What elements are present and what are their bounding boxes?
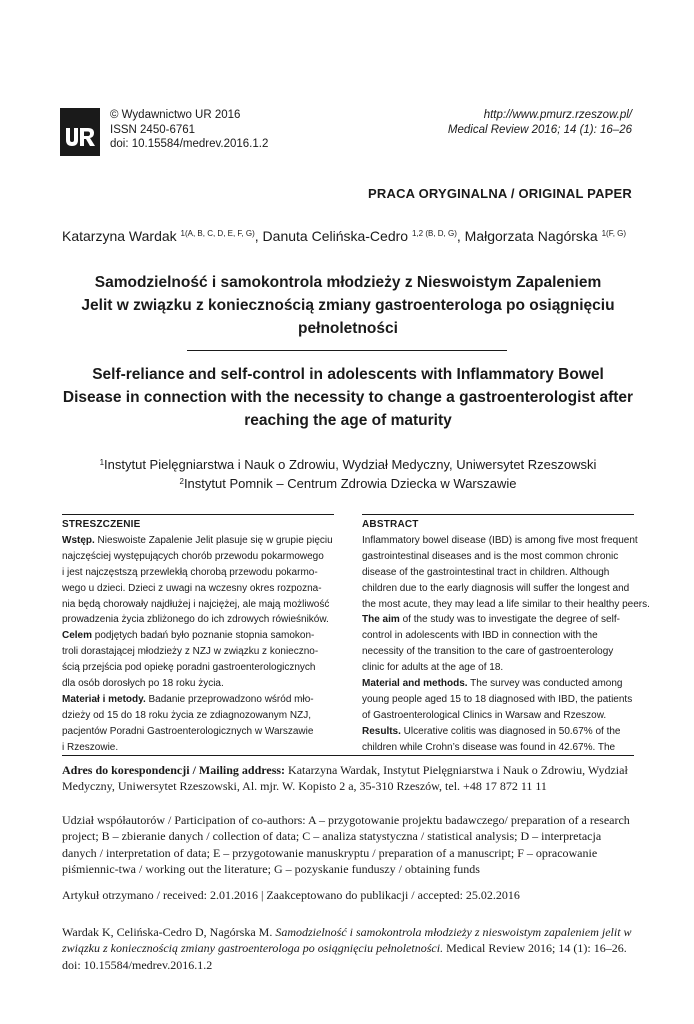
text-line	[362, 724, 634, 740]
text-line	[62, 708, 334, 724]
abstract-heading: ABSTRACT	[362, 514, 634, 533]
author-name: Katarzyna Wardak	[62, 228, 177, 244]
affiliation-mark: 2	[179, 477, 184, 486]
line-text: clinic for adults at the age of 18.	[362, 662, 504, 674]
text-line	[362, 597, 650, 613]
text-line	[62, 549, 334, 565]
correspondence-label: Adres do korespondencji / Mailing address:	[62, 763, 286, 777]
line-text: Inflammatory bowel disease (IBD) is among five most frequent	[362, 534, 638, 546]
line-text: children while Crohn’s disease was found in 42.67%. The	[362, 741, 616, 753]
line-text: najczęściej występujących chorób przewodu pokarmowego	[62, 550, 324, 562]
correspondence-text: Katarzyna Wardak, Instytut Pielęgniarstwa i Nauk o Zdrowiu, Wydział Medyczny, Uniwersytet Rzeszowski, Al. mjr. W. Kopisto 2 a, 35-310 Rzeszów, tel. +48 17 872 11 11	[62, 763, 628, 794]
section-label: Wstęp.	[62, 534, 95, 546]
issn: ISSN 2450-6761	[110, 123, 196, 136]
author-affiliation-mark: 1(A, B, C, D, E, F, G)	[180, 229, 255, 238]
text-line	[62, 676, 334, 692]
affiliation-item	[62, 454, 634, 473]
text-line	[362, 676, 634, 692]
affiliations	[62, 454, 634, 492]
line-text: control in adolescents with IBD in connection with the	[362, 630, 598, 642]
citation-authors: Wardak K, Celińska-Cedro D, Nagórska M.	[62, 925, 276, 939]
line-text: ścią przejścia pod opiekę poradni gastroenterologicznych	[62, 662, 316, 674]
line-text: Badanie przeprowadzono wśród mło-	[145, 693, 314, 705]
line-text: i jest najczęstszą przewlekłą chorobą przewodu pokarmo-	[62, 566, 318, 578]
title-line: pełnoletności	[298, 320, 398, 337]
text-line	[362, 740, 634, 756]
line-text: gastrointestinal diseases and is the most common chronic	[362, 550, 619, 562]
author-affiliation-mark: 1(F, G)	[601, 229, 627, 238]
author-list	[62, 228, 626, 244]
coauthor-contribution: Udział współautorów / Participation of co-authors: A – przygotowanie projektu badawczego/ preparation of a research project; B – zbieranie danych / collection of data; C – analiza statystyczna / statistical analysis; D – interpretacja danych / interpretation of data; E – przygotowanie manuskryptu / preparation of a manuscript; F – opracowanie piśmiennic-twa / working out the literature; G – pozyskanie funduszy / obtaining funds	[62, 813, 630, 877]
text-line	[362, 644, 634, 660]
line-text: young people aged 15 to 18 diagnosed with IBD, the patients	[362, 693, 633, 705]
line-text: of the study was to investigate the degree of self-	[399, 614, 620, 626]
text-line	[362, 628, 634, 644]
footer-divider	[62, 755, 634, 756]
abstract-column	[362, 514, 650, 756]
line-text: podjętych badań było poznanie stopnia samokon-	[92, 630, 315, 642]
text-line	[62, 724, 334, 740]
paper-type: PRACA ORYGINALNA / ORIGINAL PAPER	[368, 186, 632, 201]
publisher-copyright: © Wydawnictwo UR 2016	[110, 109, 241, 121]
author-name: Małgorzata Nagórska	[464, 228, 598, 244]
text-line	[62, 612, 334, 628]
citation	[62, 924, 634, 973]
line-text: the most acute, they may lead a life similar to their healthy peers.	[362, 598, 650, 610]
text-line	[62, 740, 334, 756]
title-line: Disease in connection with the necessity to change a gastroenterologist after	[62, 389, 634, 406]
author-separator: ,	[254, 228, 259, 244]
article-dates: Artykuł otrzymano / received: 2.01.2016 | Zaakceptowano do publikacji / accepted: 25.02.2016	[62, 888, 520, 902]
author-name: Danuta Celińska-Cedro	[262, 228, 409, 244]
title-line: Self-reliance and self-control in adolescents with Inflammatory Bowel	[92, 366, 604, 383]
section-label: Results.	[362, 725, 401, 737]
line-text: wego u dzieci. Dzieci z uwagi na wczesny okres rozpozna-	[62, 582, 322, 594]
text-line	[362, 708, 634, 724]
line-text: Nieswoiste Zapalenie Jelit plasuje się w grupie pięciu	[94, 534, 333, 546]
streszczenie-body	[62, 533, 334, 756]
ur-logo-icon	[60, 108, 100, 156]
doi: doi: 10.15584/medrev.2016.1.2	[110, 138, 269, 150]
citation-source: Medical Review 2016; 14 (1): 16–26. doi: 10.15584/medrev.2016.1.2	[62, 941, 627, 972]
correspondence	[62, 762, 634, 795]
author-separator: ,	[456, 228, 461, 244]
section-label: Celem	[62, 630, 93, 642]
line-text: of Gastroenterological Clinics in Warsaw and Rzeszow.	[362, 709, 607, 721]
publication-info	[110, 108, 268, 152]
text-line	[62, 628, 334, 644]
line-text: dla osób dorosłych po 18 roku życia.	[62, 678, 224, 690]
line-text: children due to the early diagnosis will suffer the longest and	[362, 582, 630, 594]
title-line: Jelit w związku z koniecznością zmiany gastroenterologa po osiągnięciu	[81, 297, 615, 314]
text-line	[62, 660, 334, 676]
line-text: disease of the gastrointestinal tract in children. Although	[362, 566, 610, 578]
text-line	[362, 533, 638, 549]
line-text: prowadzenia życia zbliżonego do ich zdrowych rówieśników.	[62, 614, 329, 626]
title-polish	[62, 271, 634, 340]
text-line	[362, 692, 634, 708]
title-divider	[187, 350, 507, 351]
line-text: dzieży od 15 do 18 roku życia ze zdiagnozowanym NZJ,	[62, 709, 312, 721]
affiliation-item	[62, 473, 634, 492]
text-line	[62, 692, 334, 708]
text-line	[62, 565, 334, 581]
text-line	[62, 644, 334, 660]
line-text: nia będą chorowały najdłużej i najciężej, ale mają możliwość	[62, 598, 330, 610]
text-line	[362, 660, 634, 676]
line-text: i Rzeszowie.	[62, 741, 119, 753]
affiliation-mark: 1	[99, 458, 105, 467]
university-logo	[60, 108, 100, 156]
section-label: The aim	[362, 614, 400, 626]
author-affiliation-mark: 1,2 (B, D, G)	[411, 229, 457, 238]
text-line	[362, 565, 634, 581]
title-english	[62, 363, 634, 432]
journal-info	[448, 108, 632, 137]
line-text: pacjentów Poradni Gastroenterologicznych w Warszawie	[62, 725, 314, 737]
text-line	[362, 549, 634, 565]
affiliation-text: Instytut Pomnik – Centrum Zdrowia Dziecka w Warszawie	[183, 476, 517, 491]
streszczenie-heading: STRESZCZENIE	[62, 514, 334, 533]
journal-url[interactable]: http://www.pmurz.rzeszow.pl/	[483, 109, 632, 121]
text-line	[362, 581, 634, 597]
line-text: troli dorastającej młodzieży z NZJ w związku z konieczno-	[62, 646, 319, 658]
text-line	[62, 597, 334, 613]
affiliation-text: Instytut Pielęgniarstwa i Nauk o Zdrowiu, Wydział Medyczny, Uniwersytet Rzeszowski	[104, 457, 597, 472]
citation-title: Samodzielność i samokontrola młodzieży z nieswoistym zapaleniem jelit w związku z koniecznością zmiany gastroenterologa po osiągnięciu pełnoletności.	[62, 925, 632, 956]
section-label: Materiał i metody.	[62, 693, 146, 705]
line-text: Ulcerative colitis was diagnosed in 50.67% of the	[400, 725, 621, 737]
abstract-body	[362, 533, 650, 756]
line-text: necessity of the transition to the care of gastroenterology	[362, 646, 614, 658]
text-line	[362, 612, 634, 628]
journal-issue: Medical Review 2016; 14 (1): 16–26	[447, 123, 632, 136]
section-label: Material and methods.	[362, 678, 468, 690]
text-line	[62, 533, 334, 549]
streszczenie-column	[62, 514, 334, 756]
text-line	[62, 581, 334, 597]
title-line: reaching the age of maturity	[244, 412, 452, 429]
title-line: Samodzielność i samokontrola młodzieży z Nieswoistym Zapaleniem	[94, 274, 602, 291]
line-text: The survey was conducted among	[467, 678, 623, 690]
